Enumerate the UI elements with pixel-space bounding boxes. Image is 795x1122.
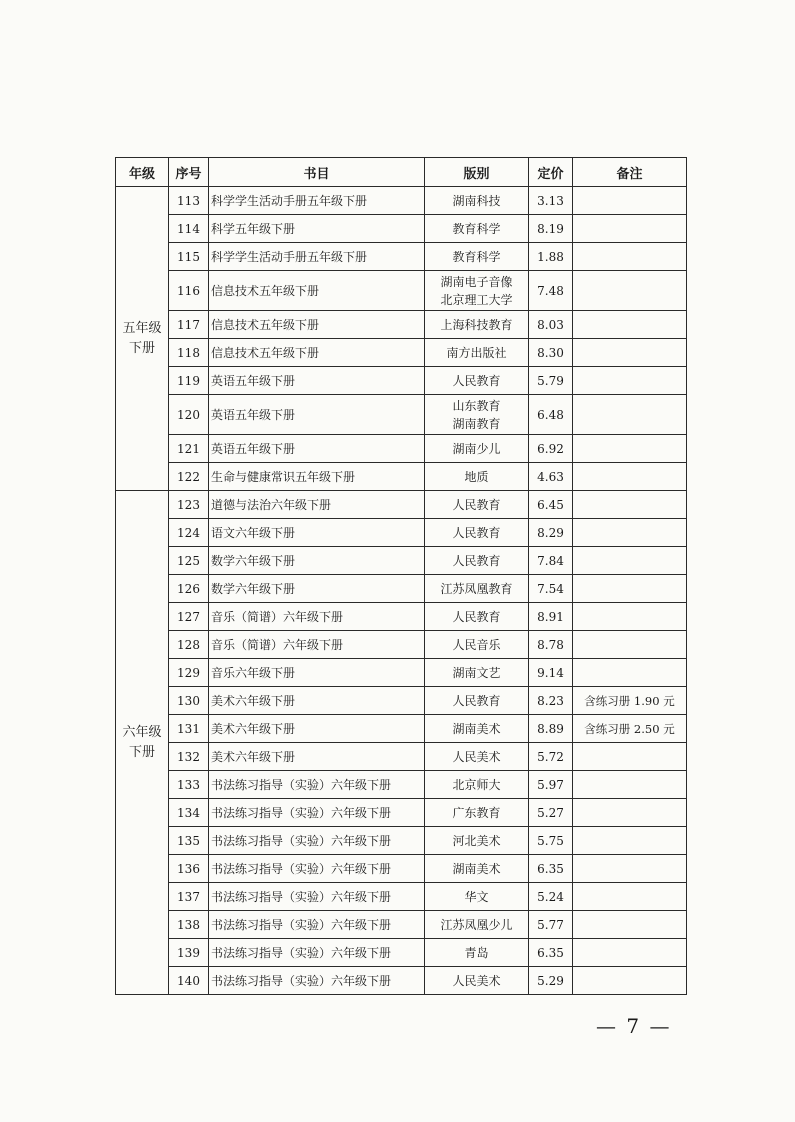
row-number: 117: [169, 311, 209, 339]
price: 8.03: [529, 311, 573, 339]
price: 5.24: [529, 883, 573, 911]
table-row: [116, 883, 687, 911]
table-row: [116, 339, 687, 367]
publisher-cell: [425, 367, 529, 395]
header-title: 书目: [209, 158, 425, 187]
publisher-name: 湖南少儿: [452, 441, 501, 456]
note: [573, 967, 687, 995]
table-row: [116, 395, 687, 435]
note: [573, 187, 687, 215]
book-title: 英语五年级下册: [209, 435, 425, 463]
note: [573, 463, 687, 491]
table-row: [116, 771, 687, 799]
grade-label-line: 下册: [128, 340, 155, 356]
publisher-cell: [425, 883, 529, 911]
row-number: 139: [169, 939, 209, 967]
price: 8.29: [529, 519, 573, 547]
publisher-cell: [425, 339, 529, 367]
publisher-cell: [425, 271, 529, 311]
price: 5.79: [529, 367, 573, 395]
row-number: 130: [169, 687, 209, 715]
publisher-name: 人民教育: [452, 373, 501, 388]
book-title: 音乐（简谱）六年级下册: [209, 603, 425, 631]
publisher-name: 华文: [464, 889, 489, 904]
row-number: 134: [169, 799, 209, 827]
table-row: [116, 311, 687, 339]
price: 6.35: [529, 855, 573, 883]
publisher-name: 广东教育: [452, 805, 501, 820]
price: 7.84: [529, 547, 573, 575]
table-body: [116, 187, 687, 995]
row-number: 119: [169, 367, 209, 395]
publisher-cell: [425, 827, 529, 855]
grade-cell: [116, 187, 169, 491]
publisher-cell: [425, 187, 529, 215]
price: 8.30: [529, 339, 573, 367]
table-row: [116, 715, 687, 743]
publisher-cell: [425, 311, 529, 339]
note: [573, 575, 687, 603]
table-row: [116, 575, 687, 603]
book-title: 书法练习指导（实验）六年级下册: [209, 855, 425, 883]
note: [573, 659, 687, 687]
row-number: 128: [169, 631, 209, 659]
table-row: [116, 547, 687, 575]
note: [573, 491, 687, 519]
book-title: 书法练习指导（实验）六年级下册: [209, 827, 425, 855]
publisher-name: 江苏凤凰少儿: [440, 917, 513, 932]
table-header-row: [116, 158, 687, 187]
publisher-name: 上海科技教育: [440, 317, 513, 332]
price: 5.72: [529, 743, 573, 771]
book-title: 语文六年级下册: [209, 519, 425, 547]
publisher-cell: [425, 855, 529, 883]
table-row: [116, 519, 687, 547]
publisher-name: 湖南美术: [452, 861, 501, 876]
book-title: 数学六年级下册: [209, 547, 425, 575]
price: 5.97: [529, 771, 573, 799]
price: 6.35: [529, 939, 573, 967]
note: [573, 771, 687, 799]
row-number: 123: [169, 491, 209, 519]
book-title: 美术六年级下册: [209, 715, 425, 743]
row-number: 136: [169, 855, 209, 883]
note: 含练习册 1.90 元: [573, 687, 687, 715]
book-title: 科学学生活动手册五年级下册: [209, 243, 425, 271]
row-number: 124: [169, 519, 209, 547]
book-price-table: [115, 157, 687, 995]
row-number: 129: [169, 659, 209, 687]
price: 5.27: [529, 799, 573, 827]
book-title: 科学学生活动手册五年级下册: [209, 187, 425, 215]
price: 6.92: [529, 435, 573, 463]
price: 8.19: [529, 215, 573, 243]
publisher-name: 人民音乐: [452, 637, 501, 652]
publisher-name: 湖南电子音像: [440, 274, 513, 289]
publisher-cell: [425, 659, 529, 687]
row-number: 138: [169, 911, 209, 939]
book-title: 英语五年级下册: [209, 395, 425, 435]
book-title: 音乐（简谱）六年级下册: [209, 631, 425, 659]
note: [573, 243, 687, 271]
row-number: 137: [169, 883, 209, 911]
publisher-name: 教育科学: [452, 249, 501, 264]
publisher-cell: [425, 799, 529, 827]
header-grade: 年级: [116, 158, 169, 187]
row-number: 121: [169, 435, 209, 463]
publisher-cell: [425, 771, 529, 799]
table-row: [116, 271, 687, 311]
note: [573, 519, 687, 547]
grade-label-line: 五年级: [122, 320, 162, 336]
publisher-cell: [425, 547, 529, 575]
publisher-cell: [425, 967, 529, 995]
publisher-name: 山东教育: [452, 398, 501, 413]
note: [573, 311, 687, 339]
row-number: 114: [169, 215, 209, 243]
publisher-name: 湖南文艺: [452, 665, 501, 680]
book-title: 信息技术五年级下册: [209, 311, 425, 339]
price: 4.63: [529, 463, 573, 491]
publisher-name: 人民教育: [452, 553, 501, 568]
note: [573, 395, 687, 435]
price: 8.91: [529, 603, 573, 631]
book-title: 生命与健康常识五年级下册: [209, 463, 425, 491]
row-number: 120: [169, 395, 209, 435]
publisher-name: 教育科学: [452, 221, 501, 236]
publisher-name: 南方出版社: [446, 345, 507, 360]
publisher-cell: [425, 631, 529, 659]
note: [573, 855, 687, 883]
price: 7.54: [529, 575, 573, 603]
note: [573, 883, 687, 911]
publisher-cell: [425, 911, 529, 939]
row-number: 122: [169, 463, 209, 491]
price: 6.45: [529, 491, 573, 519]
publisher-cell: [425, 215, 529, 243]
table-row: [116, 603, 687, 631]
note: [573, 939, 687, 967]
page-number: — 7 —: [596, 1014, 672, 1038]
book-title: 美术六年级下册: [209, 743, 425, 771]
row-number: 116: [169, 271, 209, 311]
note: [573, 215, 687, 243]
book-title: 书法练习指导（实验）六年级下册: [209, 799, 425, 827]
note: [573, 827, 687, 855]
note: [573, 799, 687, 827]
table-row: [116, 659, 687, 687]
note: [573, 271, 687, 311]
publisher-name: 人民教育: [452, 497, 501, 512]
book-title: 美术六年级下册: [209, 687, 425, 715]
price: 5.75: [529, 827, 573, 855]
publisher-name: 人民教育: [452, 693, 501, 708]
row-number: 127: [169, 603, 209, 631]
publisher-name: 人民美术: [452, 749, 501, 764]
table-row: [116, 687, 687, 715]
table-row: [116, 743, 687, 771]
publisher-name: 人民美术: [452, 973, 501, 988]
price: 6.48: [529, 395, 573, 435]
table-row: [116, 855, 687, 883]
table-row: [116, 215, 687, 243]
row-number: 140: [169, 967, 209, 995]
note: 含练习册 2.50 元: [573, 715, 687, 743]
publisher-name: 湖南科技: [452, 193, 501, 208]
table-row: [116, 463, 687, 491]
price: 5.77: [529, 911, 573, 939]
note: [573, 339, 687, 367]
publisher-name: 湖南教育: [452, 416, 501, 431]
book-title: 信息技术五年级下册: [209, 339, 425, 367]
table-row: [116, 491, 687, 519]
book-title: 科学五年级下册: [209, 215, 425, 243]
table-row: [116, 243, 687, 271]
publisher-cell: [425, 491, 529, 519]
table-row: [116, 799, 687, 827]
book-title: 书法练习指导（实验）六年级下册: [209, 771, 425, 799]
publisher-name: 湖南美术: [452, 721, 501, 736]
publisher-name: 青岛: [464, 945, 489, 960]
book-title: 信息技术五年级下册: [209, 271, 425, 311]
price: 8.89: [529, 715, 573, 743]
note: [573, 631, 687, 659]
publisher-cell: [425, 243, 529, 271]
table-row: [116, 911, 687, 939]
table-row: [116, 187, 687, 215]
publisher-cell: [425, 939, 529, 967]
book-title: 音乐六年级下册: [209, 659, 425, 687]
table-row: [116, 967, 687, 995]
publisher-name: 北京师大: [452, 777, 501, 792]
price: 8.78: [529, 631, 573, 659]
book-title: 英语五年级下册: [209, 367, 425, 395]
publisher-name: 人民教育: [452, 525, 501, 540]
publisher-cell: [425, 463, 529, 491]
publisher-name: 地质: [464, 469, 489, 484]
book-title: 书法练习指导（实验）六年级下册: [209, 911, 425, 939]
table-row: [116, 435, 687, 463]
table-row: [116, 367, 687, 395]
note: [573, 603, 687, 631]
book-title: 书法练习指导（实验）六年级下册: [209, 967, 425, 995]
note: [573, 435, 687, 463]
row-number: 118: [169, 339, 209, 367]
row-number: 115: [169, 243, 209, 271]
publisher-name: 北京理工大学: [440, 292, 513, 307]
price: 3.13: [529, 187, 573, 215]
publisher-cell: [425, 519, 529, 547]
publisher-name: 江苏凤凰教育: [440, 581, 513, 596]
note: [573, 367, 687, 395]
publisher-cell: [425, 395, 529, 435]
price: 1.88: [529, 243, 573, 271]
book-title: 书法练习指导（实验）六年级下册: [209, 883, 425, 911]
publisher-cell: [425, 743, 529, 771]
row-number: 125: [169, 547, 209, 575]
grade-label-line: 下册: [128, 744, 155, 760]
book-title: 数学六年级下册: [209, 575, 425, 603]
publisher-cell: [425, 435, 529, 463]
table-row: [116, 939, 687, 967]
row-number: 113: [169, 187, 209, 215]
table-row: [116, 631, 687, 659]
header-number: 序号: [169, 158, 209, 187]
header-note: 备注: [573, 158, 687, 187]
publisher-cell: [425, 575, 529, 603]
publisher-cell: [425, 715, 529, 743]
row-number: 133: [169, 771, 209, 799]
publisher-cell: [425, 603, 529, 631]
book-title: 书法练习指导（实验）六年级下册: [209, 939, 425, 967]
price: 8.23: [529, 687, 573, 715]
price: 7.48: [529, 271, 573, 311]
header-publisher: 版别: [425, 158, 529, 187]
publisher-name: 河北美术: [452, 833, 501, 848]
publisher-cell: [425, 687, 529, 715]
row-number: 135: [169, 827, 209, 855]
price: 5.29: [529, 967, 573, 995]
row-number: 131: [169, 715, 209, 743]
note: [573, 547, 687, 575]
book-title: 道德与法治六年级下册: [209, 491, 425, 519]
grade-label-line: 六年级: [122, 724, 162, 740]
publisher-name: 人民教育: [452, 609, 501, 624]
row-number: 132: [169, 743, 209, 771]
table-row: [116, 827, 687, 855]
header-price: 定价: [529, 158, 573, 187]
note: [573, 743, 687, 771]
price: 9.14: [529, 659, 573, 687]
grade-cell: [116, 491, 169, 995]
row-number: 126: [169, 575, 209, 603]
note: [573, 911, 687, 939]
